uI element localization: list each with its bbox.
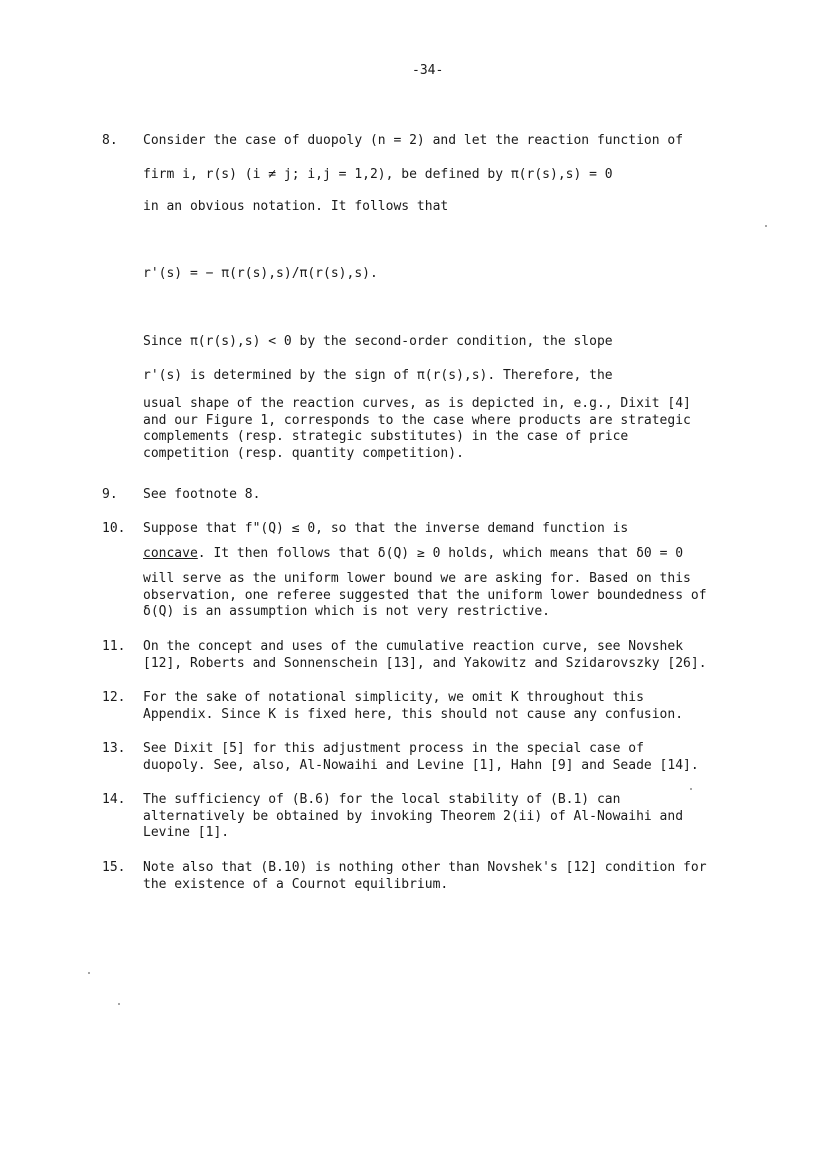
footnote-number: 10. bbox=[102, 521, 126, 536]
scan-speck bbox=[88, 972, 90, 974]
footnote-line: observation, one referee suggested that the uniform lower boundedness of bbox=[143, 587, 707, 603]
page-number: -34- bbox=[412, 63, 444, 78]
footnote-number: 11. bbox=[102, 639, 126, 654]
emphasis-concave: concave bbox=[143, 545, 198, 561]
footnote-line: See Dixit [5] for this adjustment process in the special case of bbox=[143, 741, 644, 756]
footnote-line: alternatively be obtained by invoking Theorem 2(ii) of Al-Nowaihi and bbox=[143, 808, 684, 824]
footnote-line: Since π(r(s),s) < 0 by the second-order condition, the slope bbox=[143, 334, 613, 349]
footnote-line: Appendix. Since K is fixed here, this should not cause any confusion. bbox=[143, 706, 684, 722]
footnote-line: the existence of a Cournot equilibrium. bbox=[143, 876, 449, 892]
footnote-line: complements (resp. strategic substitutes) in the case of price bbox=[143, 429, 629, 444]
footnote-number: 9. bbox=[102, 487, 118, 502]
footnote-number: 15. bbox=[102, 860, 126, 875]
equation-reaction-slope: r'(s) = − π(r(s),s)/π(r(s),s). bbox=[143, 266, 378, 281]
footnote-line: Suppose that f"(Q) ≤ 0, so that the inverse demand function is bbox=[143, 521, 629, 536]
footnote-line: The sufficiency of (B.6) for the local stability of (B.1) can bbox=[143, 792, 621, 807]
footnote-line: Levine [1]. bbox=[143, 825, 230, 840]
footnote-line: competition (resp. quantity competition). bbox=[143, 445, 464, 461]
footnote-number: 8. bbox=[102, 133, 118, 148]
scan-speck bbox=[765, 225, 767, 227]
scan-speck bbox=[690, 788, 692, 790]
footnote-line: Consider the case of duopoly (n = 2) and let the reaction function of bbox=[143, 133, 684, 148]
footnote-line: firm i, r(s) (i ≠ j; i,j = 1,2), be defined by π(r(s),s) = 0 bbox=[143, 166, 613, 182]
footnote-line: See footnote 8. bbox=[143, 487, 261, 502]
footnote-number: 13. bbox=[102, 741, 126, 756]
footnote-line: duopoly. See, also, Al-Nowaihi and Levine [1], Hahn [9] and Seade [14]. bbox=[143, 757, 699, 773]
footnote-line: usual shape of the reaction curves, as is depicted in, e.g., Dixit [4] bbox=[143, 396, 691, 411]
footnote-line: For the sake of notational simplicity, we omit K throughout this bbox=[143, 690, 644, 705]
footnote-number: 14. bbox=[102, 792, 126, 807]
footnote-line: will serve as the uniform lower bound we are asking for. Based on this bbox=[143, 571, 691, 586]
footnote-line: r'(s) is determined by the sign of π(r(s),s). Therefore, the bbox=[143, 367, 613, 383]
footnote-line: Note also that (B.10) is nothing other than Novshek's [12] condition for bbox=[143, 860, 707, 875]
footnote-line: [12], Roberts and Sonnenschein [13], and Yakowitz and Szidarovszky [26]. bbox=[143, 655, 707, 671]
footnote-line: in an obvious notation. It follows that bbox=[143, 199, 449, 214]
footnote-line: On the concept and uses of the cumulative reaction curve, see Novshek bbox=[143, 639, 684, 654]
scan-speck bbox=[118, 1003, 120, 1005]
footnote-number: 12. bbox=[102, 690, 126, 705]
footnote-line: . It then follows that δ(Q) ≥ 0 holds, which means that δ0 = 0 bbox=[197, 545, 684, 561]
footnote-line: and our Figure 1, corresponds to the case where products are strategic bbox=[143, 412, 691, 428]
footnote-line: δ(Q) is an assumption which is not very restrictive. bbox=[143, 604, 550, 619]
